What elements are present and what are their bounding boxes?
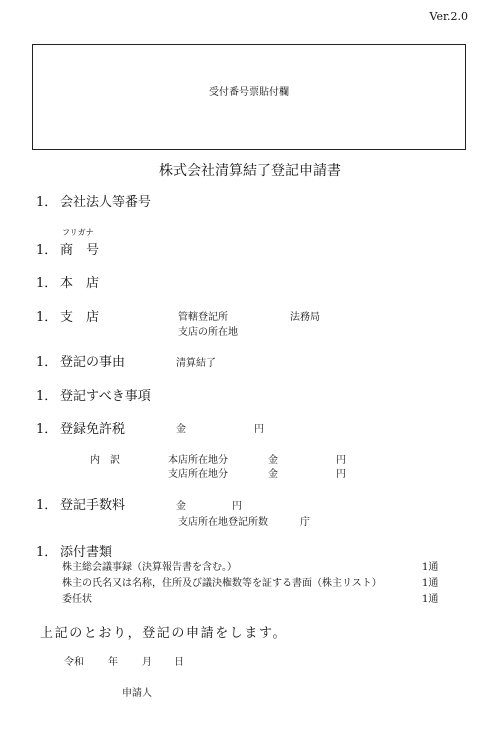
- section-corp-number: [36, 191, 151, 210]
- section-license-tax: [36, 418, 125, 437]
- date-year: 年: [108, 657, 118, 668]
- section-branch: [36, 306, 99, 325]
- section-bullet: 1．: [36, 276, 58, 291]
- breakdown-branch-kin: 金: [268, 469, 278, 480]
- branch-legal-affairs-bureau-label: 法務局: [290, 312, 320, 323]
- fee-en: 円: [232, 501, 242, 512]
- head-office-label: 本 店: [60, 276, 100, 291]
- section-bullet: 1．: [36, 243, 58, 258]
- reason-value: 清算結了: [176, 358, 216, 369]
- section-fee: [36, 494, 125, 513]
- section-bullet: 1．: [36, 355, 58, 370]
- breakdown-head-office-en: 円: [336, 455, 346, 466]
- attachment-item-name: 株主総会議事録（決算報告書を含む。）: [62, 562, 237, 573]
- fee-kin: 金: [176, 501, 186, 512]
- section-bullet: 1．: [36, 310, 58, 325]
- date-month: 月: [142, 657, 152, 668]
- section-reason: [36, 351, 125, 370]
- reason-label: 登記の事由: [60, 355, 126, 370]
- attachment-item-count: 1通: [422, 562, 439, 573]
- breakdown-head-office-label: 本店所在地分: [168, 455, 228, 466]
- breakdown-head-office-kin: 金: [268, 455, 278, 466]
- receipt-stamp-label: 受付番号票貼付欄: [209, 87, 289, 98]
- receipt-stamp-box: [32, 44, 466, 150]
- date-era: 令和: [64, 657, 84, 668]
- attachment-item-count: 1通: [422, 578, 439, 589]
- section-head-office: [36, 272, 99, 291]
- version-label: Ver.2.0: [429, 10, 468, 23]
- section-bullet: 1．: [36, 545, 58, 560]
- fee-branch-registry-count-label: 支店所在地登記所数: [178, 517, 268, 528]
- branch-location-label: 支店の所在地: [178, 327, 238, 338]
- section-bullet: 1．: [36, 422, 58, 437]
- applicant-label: 申請人: [122, 688, 152, 699]
- license-tax-label: 登録免許税: [60, 422, 126, 437]
- branch-registry-office-label: 管轄登記所: [178, 312, 228, 323]
- fee-branch-registry-unit: 庁: [300, 517, 310, 528]
- section-bullet: 1．: [36, 498, 58, 513]
- document-title: 株式会社清算結了登記申請書: [159, 163, 341, 179]
- breakdown-label: 内 訳: [90, 455, 120, 466]
- license-tax-kin: 金: [176, 424, 186, 435]
- breakdown-branch-label: 支店所在地分: [168, 469, 228, 480]
- corp-number-label: 会社法人等番号: [60, 195, 152, 210]
- section-matters: [36, 385, 151, 404]
- section-bullet: 1．: [36, 195, 58, 210]
- attachment-item-name: 委任状: [62, 594, 92, 605]
- trade-name-label: 商 号: [60, 243, 100, 258]
- closing-statement: 上記のとおり，登記の申請をします。: [40, 626, 288, 641]
- section-trade-name: [36, 239, 99, 258]
- license-tax-en: 円: [254, 424, 264, 435]
- date-day: 日: [174, 657, 184, 668]
- breakdown-branch-en: 円: [336, 469, 346, 480]
- attachment-item-name: 株主の氏名又は名称，住所及び議決権数等を証する書面（株主リスト）: [62, 578, 382, 589]
- attachment-item-count: 1通: [422, 594, 439, 605]
- matters-label: 登記すべき事項: [60, 389, 151, 404]
- branch-label: 支 店: [60, 310, 100, 325]
- section-bullet: 1．: [36, 389, 58, 404]
- fee-label: 登記手数料: [60, 498, 126, 513]
- attachments-label: 添付書類: [60, 545, 113, 560]
- furigana-label: フリガナ: [62, 228, 94, 237]
